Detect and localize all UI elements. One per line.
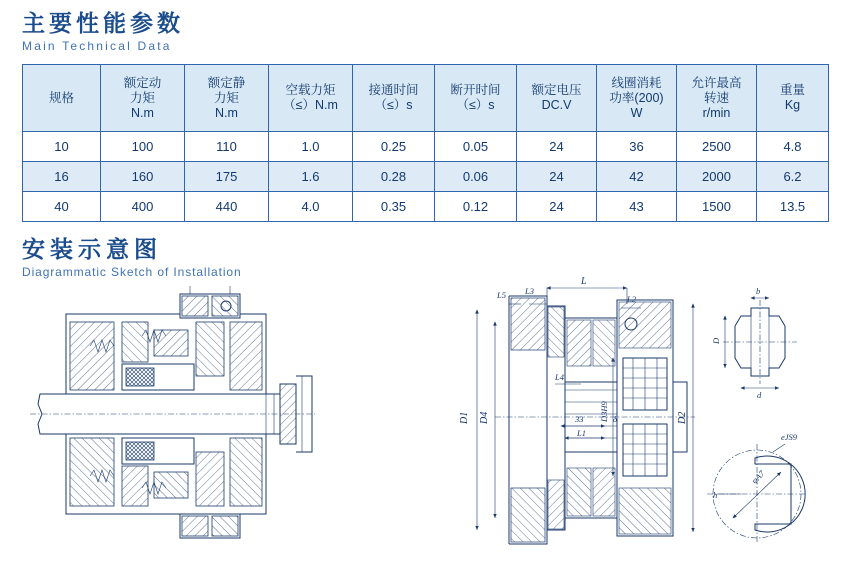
- section-heading-installation: [22, 236, 242, 280]
- header-line-1: 额定动: [123, 75, 162, 90]
- table-cell: 24: [517, 132, 597, 162]
- section-heading-main-technical-data: [22, 10, 184, 54]
- table-header-cell: [23, 65, 101, 132]
- main-technical-title-en: Main Technical Data: [22, 39, 172, 53]
- table-row: [23, 162, 829, 192]
- table-header-cell: [353, 65, 435, 132]
- header-line-3: N.m: [131, 105, 154, 120]
- dim-label-D3H9: D3H9: [599, 401, 609, 422]
- table-cell: 43: [597, 192, 677, 222]
- header-line-1: 额定电压: [531, 83, 582, 97]
- spec-table-wrapper: [22, 64, 828, 222]
- table-cell: 2000: [677, 162, 757, 192]
- table-cell: 1.6: [269, 162, 353, 192]
- header-line-2: （≤）s: [456, 98, 495, 112]
- installation-title-en: Diagrammatic Sketch of Installation: [22, 265, 242, 279]
- table-cell: 4.8: [757, 132, 829, 162]
- header-line-2: 转速: [703, 90, 729, 105]
- dim-label-L: L: [581, 276, 587, 287]
- dim-label-L1: L1: [577, 428, 586, 438]
- table-cell: 16: [23, 162, 101, 192]
- table-cell: 4.0: [269, 192, 353, 222]
- header-line-1: 线圈消耗: [611, 75, 662, 90]
- dim-label-D2: D2: [677, 411, 688, 424]
- table-cell: 160: [101, 162, 185, 192]
- table-cell: 175: [185, 162, 269, 192]
- dim-label-delta: δ: [613, 414, 617, 424]
- dim-label-L5: L5: [497, 290, 506, 300]
- table-cell: 0.28: [353, 162, 435, 192]
- table-header-cell: [185, 65, 269, 132]
- header-line-2: 力矩: [213, 90, 239, 105]
- lower-housing: [66, 434, 266, 538]
- dim-label-L3: L3: [525, 286, 534, 296]
- table-cell: 2500: [677, 132, 757, 162]
- upper-housing: [66, 286, 266, 394]
- table-cell: 100: [101, 132, 185, 162]
- table-cell: 0.25: [353, 132, 435, 162]
- table-cell: 0.05: [435, 132, 517, 162]
- header-line-1: 规格: [48, 90, 74, 105]
- assembly-cross-section-drawing-left: [30, 276, 360, 566]
- dim-label-D4: D4: [479, 411, 490, 424]
- table-cell: 0.12: [435, 192, 517, 222]
- header-line-3: r/min: [702, 105, 731, 120]
- dim-label-h: h: [713, 490, 718, 500]
- header-line-1: 断开时间: [450, 83, 501, 97]
- table-cell: 13.5: [757, 192, 829, 222]
- header-line-2: Kg: [784, 98, 801, 112]
- table-cell: 36: [597, 132, 677, 162]
- table-header-cell: [597, 65, 677, 132]
- table-cell: 40: [23, 192, 101, 222]
- dim-label-eJS9: eJS9: [781, 432, 798, 442]
- table-cell: 110: [185, 132, 269, 162]
- table-cell: 1.0: [269, 132, 353, 162]
- table-header-cell: [101, 65, 185, 132]
- table-header-cell: [269, 65, 353, 132]
- table-cell: 1500: [677, 192, 757, 222]
- table-cell: 440: [185, 192, 269, 222]
- header-line-1: 接通时间: [368, 83, 419, 97]
- table-row: [23, 132, 829, 162]
- hub-end-view: [711, 286, 797, 400]
- table-cell: 42: [597, 162, 677, 192]
- header-line-1: 空载力矩: [285, 83, 336, 97]
- table-cell: 24: [517, 162, 597, 192]
- table-header-row: [23, 65, 829, 132]
- table-cell: 0.06: [435, 162, 517, 192]
- installation-title-cn: 安装示意图: [22, 236, 162, 262]
- dim-label-phiA7: φA7: [749, 468, 767, 486]
- dim-label-L4: L4: [555, 372, 564, 382]
- table-header-cell: [435, 65, 517, 132]
- section-view: [495, 296, 695, 544]
- main-technical-title-cn: 主要性能参数: [22, 10, 184, 36]
- assembly-dimension-drawing-right: [455, 262, 835, 572]
- table-cell: 0.35: [353, 192, 435, 222]
- header-line-2: （≤）s: [374, 98, 413, 112]
- dim-label-D: D: [711, 337, 721, 344]
- table-header-cell: [757, 65, 829, 132]
- table-header-cell: [677, 65, 757, 132]
- header-line-3: W: [630, 105, 643, 120]
- keyed-bore-end-view: [707, 432, 807, 544]
- header-line-2: （≤）N.m: [283, 98, 338, 112]
- table-cell: 6.2: [757, 162, 829, 192]
- table-cell: 400: [101, 192, 185, 222]
- table-cell: 10: [23, 132, 101, 162]
- header-line-2: 功率(200): [609, 90, 664, 105]
- header-line-2: DC.V: [541, 98, 572, 112]
- dim-label-33: 33: [575, 414, 584, 424]
- header-line-1: 允许最高: [691, 75, 742, 90]
- table-row: [23, 192, 829, 222]
- header-line-1: 重量: [779, 83, 805, 97]
- header-line-3: N.m: [215, 105, 238, 120]
- table-header-cell: [517, 65, 597, 132]
- header-line-2: 力矩: [129, 90, 155, 105]
- table-cell: 24: [517, 192, 597, 222]
- spec-table: [22, 64, 829, 222]
- dim-label-d: d: [757, 390, 762, 400]
- dim-label-b: b: [756, 286, 761, 296]
- header-line-1: 额定静: [207, 75, 246, 90]
- dim-label-L2: L2: [627, 294, 636, 304]
- dim-label-D1: D1: [459, 411, 470, 424]
